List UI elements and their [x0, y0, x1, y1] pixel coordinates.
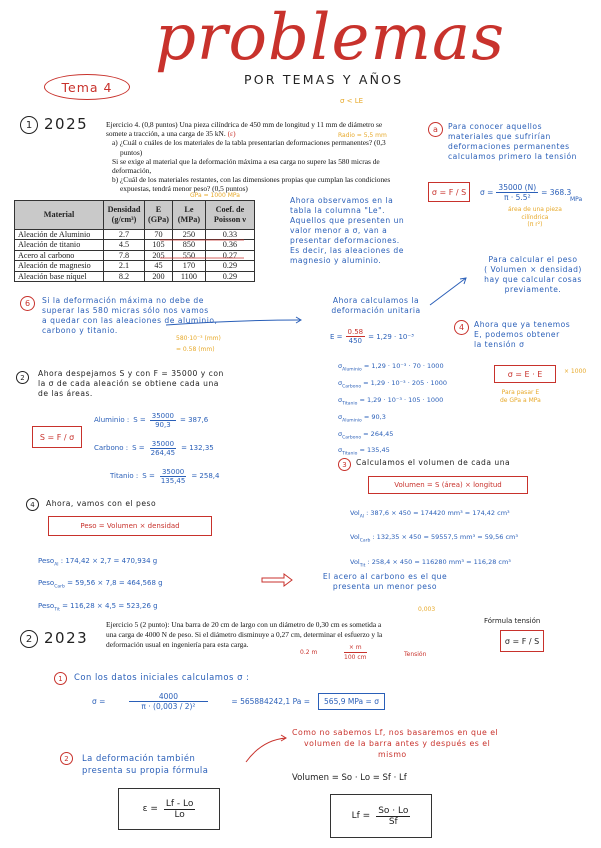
table-cell: 200 — [145, 271, 173, 281]
table-cell: 0.33 — [205, 230, 254, 240]
x1000-note: × 1000 — [564, 368, 587, 375]
section-year-2025: 2025 — [44, 115, 89, 133]
page-subtitle: POR TEMAS Y AÑOS — [244, 72, 404, 87]
table-cell: 0.27 — [205, 250, 254, 260]
page-title: problemas — [154, 1, 506, 75]
col-e: E (GPa) — [145, 201, 173, 230]
volume-row: Vol$_{Tit}$ : 258,4 × 450 = 116280 mm³ = 116,28 cm³ — [350, 557, 511, 568]
step-2-text: Ahora despejamos S y con F = 35000 y con la σ de cada aleación se obtiene cada una de las áreas. — [38, 369, 224, 398]
section-number-2: 2 — [20, 630, 38, 648]
sigma-row: $\sigma_{Titanio} = 135,45$ — [338, 446, 390, 457]
step-1-marker: 1 — [54, 672, 67, 685]
strain-text: Ahora calculamos la deformación unitaria — [331, 296, 421, 315]
formula-label: Fórmula tensión — [484, 617, 541, 625]
step-4b-marker: 4 — [26, 498, 39, 511]
unit-mpa: MPa — [570, 196, 583, 203]
step-3-text: Calculamos el volumen de cada una — [356, 458, 511, 467]
col-poisson: Coef. de Poisson ν — [205, 201, 254, 230]
sigma-row: $\sigma_{Titanio} = 1,29 \cdot 10^{-3} \cdot 105 \cdot 1000$ — [338, 395, 444, 407]
area-row: Aluminio : S = $\frac{35000}{90,3}$ = 387,6 — [94, 411, 209, 429]
weight-row: Peso$_{Al}$ : 174,42 × 2,7 = 470,934 g — [38, 557, 158, 568]
note-02m: 0.2 m — [300, 649, 318, 656]
strain-formula-box: ε = $\frac{Lf - Lo}{Lo}$ — [118, 788, 220, 830]
step-a-marker: a — [428, 122, 443, 137]
sigma-row: $\sigma_{Aluminio} = 90,3$ — [338, 412, 386, 423]
col-le: Le (MPa) — [172, 201, 205, 230]
table-cell: 0.29 — [205, 261, 254, 271]
formula-sigma-ee: σ = E · E — [494, 365, 556, 383]
col-density: Densidad (g/cm³) — [104, 201, 145, 230]
note-weight-text: Para calcular el peso ( Volumen × densidad) hay que calcular cosas previamente. — [484, 255, 582, 294]
table-cell: 0.29 — [205, 271, 254, 281]
table-cell: 170 — [172, 261, 205, 271]
sigma-row: $\sigma_{Aluminio} = 1,29 \cdot 10^{-3} \cdot 70 \cdot 1000$ — [338, 362, 444, 373]
formula-volume: Volumen = S (área) × longitud — [368, 476, 528, 494]
step-2-marker: 2 — [16, 371, 29, 384]
conclusion-text: El acero al carbono es el que presenta un menor peso — [322, 572, 448, 591]
step-6-text: Si la deformación máxima no debe de superar las 580 micras sólo nos vamos a quedar con las aleaciones de aluminio, carbono y titanio. — [42, 296, 218, 335]
conv-micras: 580·10⁻³ (mm) = 0.58 (mm) — [176, 335, 221, 353]
table-cell: 4.5 — [104, 240, 145, 250]
section-year-2023: 2023 — [44, 629, 89, 647]
note-tension: Tensión — [404, 651, 427, 658]
table-cell: 205 — [145, 250, 173, 260]
table-cell: 105 — [145, 240, 173, 250]
volume-equality: Volumen = So · Lo = Sf · Lf — [292, 773, 407, 783]
table-cell: 2.1 — [104, 261, 145, 271]
table-cell: Aleación de titanio — [15, 240, 104, 250]
weight-row: Peso$_{Carb}$ = 59,56 × 7,8 = 464,568 g — [38, 579, 163, 590]
table-cell: 550 — [172, 250, 205, 260]
table-cell: Acero al carbono — [15, 250, 104, 260]
table-cell: 850 — [172, 240, 205, 250]
formula-s-f-sigma: S = F / σ — [32, 426, 82, 448]
gpa-mpa-note: Para pasar E de GPa a MPa — [500, 389, 541, 404]
note-a-text: Para conocer aquellos materiales que sufrirían deformaciones permanentes calculamos primero la tensión — [448, 122, 577, 161]
note-sigma-le: σ < LE — [340, 97, 364, 105]
formula-sigma-fs: σ = F / S — [428, 182, 470, 202]
step-4-marker: 4 — [454, 320, 469, 335]
volume-row: Vol$_{Al}$ : 387,6 × 450 = 174420 mm³ = 174,42 cm³ — [350, 509, 510, 520]
table-cell: Aleación de Aluminio — [15, 230, 104, 240]
sigma-calc-2023: σ = $\frac{4000}{\text{π · (0,003 / 2)²}}$ = 565884242,1 Pa = 565,9 MPa = σ — [92, 692, 385, 711]
table-cell: 1100 — [172, 271, 205, 281]
step-3-marker: 3 — [338, 458, 351, 471]
formula-tension-box: σ = F / S — [500, 630, 544, 652]
lf-formula-box: Lf = $\frac{So \cdot Lo}{Sf}$ — [330, 794, 432, 838]
exercise-5-statement: Ejercicio 5 (2 punto): Una barra de 20 cm de largo con un diámetro de 0,30 cm es sometida a una carga de 4000 N de peso. Si el diámetro disminuye a 0,27 cm, determinar el esfuerzo y la deformación usual en ingeniería para esta carga. — [106, 620, 383, 649]
section-number-1: 1 — [20, 116, 38, 134]
sigma-row: $\sigma_{Carbono} = 264,45$ — [338, 429, 394, 440]
calc-sigma-a: σ = $\frac{35000 (N)}{\text{π · 5.5²}}$ = 368.3 — [480, 183, 572, 202]
col-material: Material — [15, 201, 104, 230]
exercise-4-statement: Ejercicio 4. (0,8 puntos) Una pieza cilíndrica de 450 mm de longitud y 11 mm de diámetro se somete a tracción, a una carga de 35 kN. (ε) a) ¿Cuál o cuáles de los materiales de la tabla presentarían deformaciones permanentes? (0,3 puntos) Si se exige al material que la deformación máxima a esa carga no supere las 580 micras de deformación, b) ¿Cuál de los materiales restantes, con las dimensiones propias que cumplan las condiciones expuestas, tendrá menor peso? (0,5 puntos) — [106, 120, 391, 194]
table-cell: 0.36 — [205, 240, 254, 250]
strain-calc: E = $\frac{0.58}{450}$ = 1,29 · 10⁻³ — [330, 328, 414, 345]
note-lf-text: Como no sabemos Lf, nos basaremos en que el volumen de la barra antes y después es el mismo — [292, 728, 499, 759]
table-cell: 45 — [145, 261, 173, 271]
step-6-marker: 6 — [20, 296, 35, 311]
note-0003: 0,003 — [418, 606, 436, 613]
sigma-row: $\sigma_{Carbono} = 1,29 \cdot 10^{-3} \cdot 205 \cdot 1000$ — [338, 378, 448, 390]
table-cell: 8.2 — [104, 271, 145, 281]
table-cell: Aleación base níquel — [15, 271, 104, 281]
table-cell: 250 — [172, 230, 205, 240]
step-4-text: Ahora que ya tenemos E, podemos obtener la tensión σ — [474, 320, 571, 349]
step-1-text: Con los datos iniciales calculamos σ : — [74, 672, 250, 682]
table-cell: 70 — [145, 230, 173, 240]
volume-row: Vol$_{Carb}$ : 132,35 × 450 = 59557,5 mm³ = 59,56 cm³ — [350, 533, 518, 544]
tema-label: Tema 4 — [61, 79, 113, 95]
table-cell: 2.7 — [104, 230, 145, 240]
step-2-2023-text: La deformación también presenta su propia fórmula — [82, 753, 209, 775]
step-2-2023-marker: 2 — [60, 752, 73, 765]
note-gpa: GPa = 1000 MPa — [190, 192, 240, 199]
area-row: Titanio : S = $\frac{35000}{135,45}$ = 258,4 — [110, 467, 220, 485]
note-conv: × m 100 cm — [344, 644, 367, 661]
sigma-result-box: 565,9 MPa = σ — [318, 693, 385, 710]
table-cell: Aleación de magnesio — [15, 261, 104, 271]
formula-peso: Peso = Volumen × densidad — [48, 516, 212, 536]
step-4b-text: Ahora, vamos con el peso — [46, 499, 157, 508]
note-le-text: Ahora observamos en la tabla la columna "Le". Aquellos que presenten un valor menor a σ, van a presentar deformaciones. Es decir, las aleaciones de magnesio y aluminio. — [290, 196, 405, 265]
note-radio: Radio = 5,5 mm — [338, 132, 387, 139]
table-cell: 7.8 — [104, 250, 145, 260]
weight-row: Peso$_{Tit}$ = 116,28 × 4,5 = 523,26 g — [38, 601, 158, 613]
area-row: Carbono : S = $\frac{35000}{264,45}$ = 132,35 — [94, 439, 214, 457]
area-note: área de una pieza cilíndrica (π r²) — [508, 206, 562, 228]
